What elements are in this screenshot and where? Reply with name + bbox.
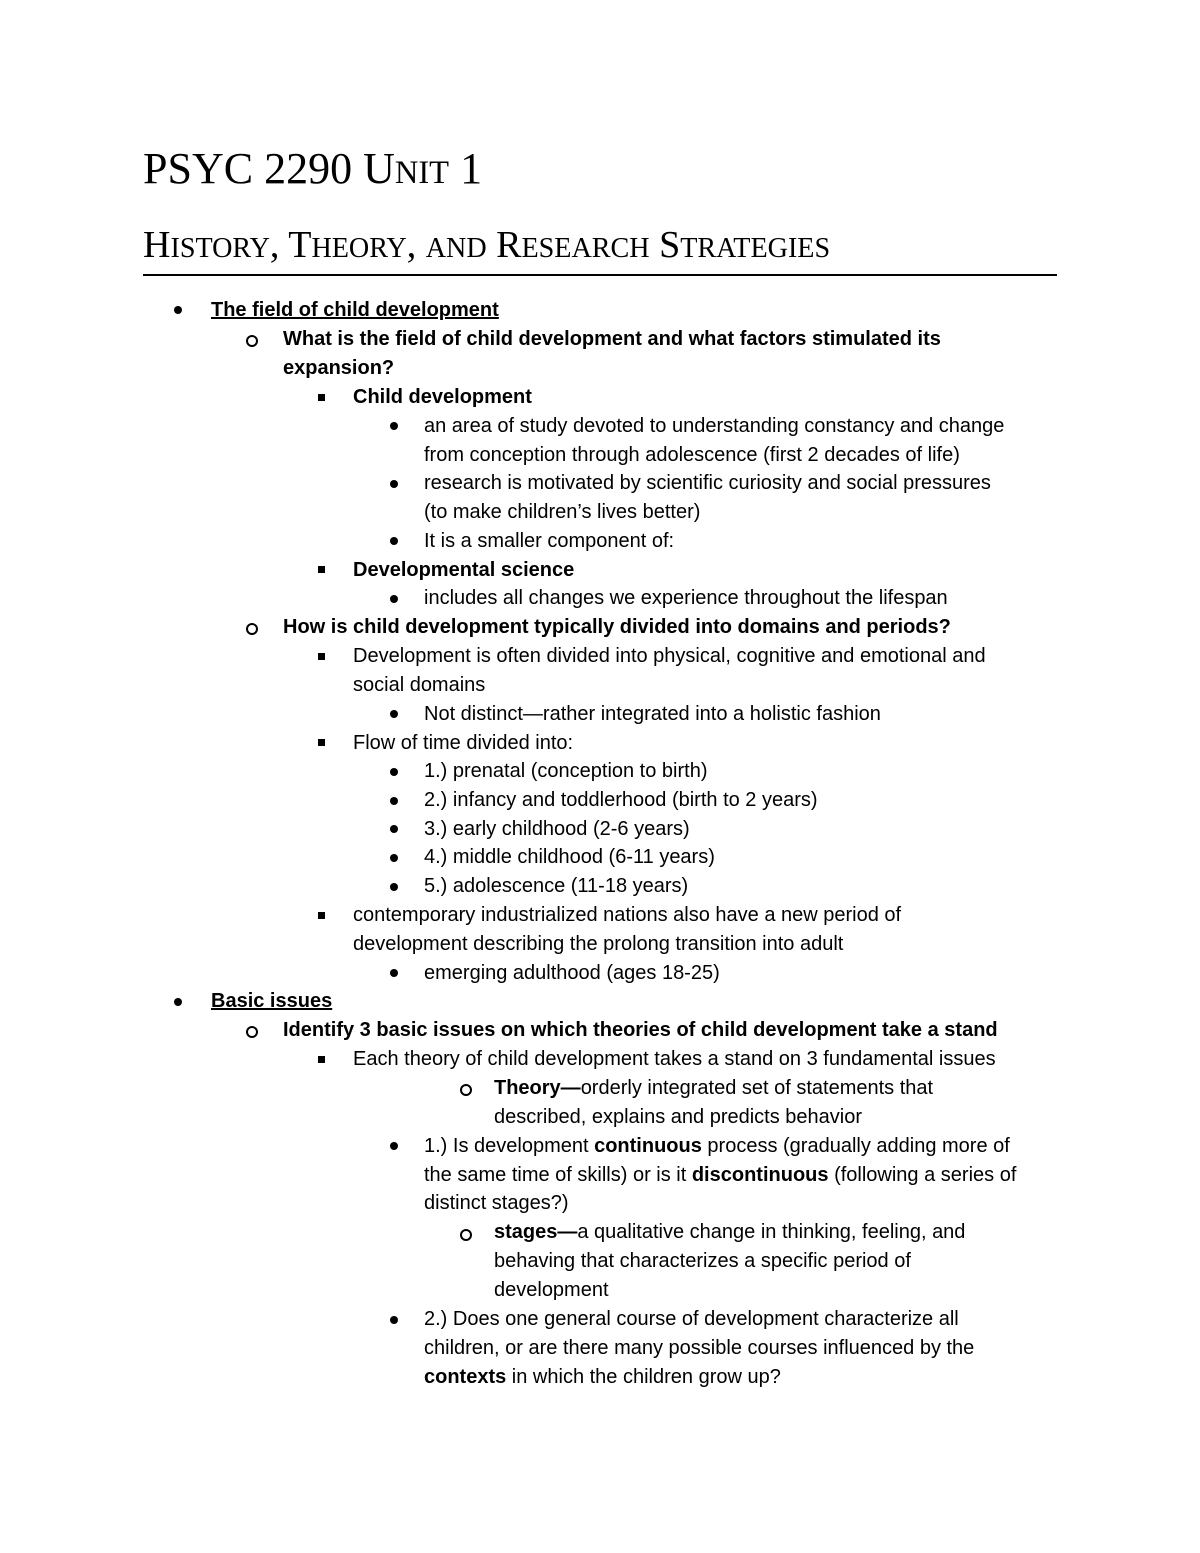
question-2: How is child development typically divided into domains and periods?	[283, 616, 951, 638]
open-circle-bullet-icon	[460, 1229, 472, 1241]
list-item-cont: social domains	[353, 674, 486, 696]
list-item: Development is often divided into physical, cognitive and emotional and	[353, 645, 986, 667]
list-item: Each theory of child development takes a stand on 3 fundamental issues	[353, 1048, 996, 1070]
bullet-icon	[390, 537, 398, 545]
square-bullet-icon	[318, 1056, 325, 1063]
section-heading-field: The field of child development	[211, 299, 499, 321]
list-item: an area of study devoted to understanding constancy and change	[424, 415, 1005, 437]
bullet-icon	[174, 998, 182, 1006]
square-bullet-icon	[318, 912, 325, 919]
bullet-icon	[390, 595, 398, 603]
bullet-icon	[390, 1142, 398, 1150]
term-child-development: Child development	[353, 386, 532, 408]
bullet-icon	[390, 883, 398, 891]
bullet-icon	[390, 969, 398, 977]
issue-2-cont: contexts in which the children grow up?	[424, 1366, 781, 1388]
definition-theory-cont: described, explains and predicts behavior	[494, 1106, 862, 1128]
term-developmental-science: Developmental science	[353, 559, 575, 581]
list-item-cont: (to make children’s lives better)	[424, 501, 701, 523]
question-1: What is the field of child development and what factors stimulated its	[283, 328, 941, 350]
square-bullet-icon	[318, 739, 325, 746]
issue-2-cont: children, or are there many possible courses influenced by the	[424, 1337, 975, 1359]
page-title: PSYC 2290 UNIT 1	[143, 144, 483, 193]
square-bullet-icon	[318, 566, 325, 573]
bullet-icon	[174, 306, 182, 314]
list-item-cont: from conception through adolescence (first 2 decades of life)	[424, 444, 960, 466]
definition-theory: Theory—orderly integrated set of statements that	[494, 1077, 934, 1099]
square-bullet-icon	[318, 653, 325, 660]
issue-1-cont: distinct stages?)	[424, 1192, 569, 1214]
list-item: It is a smaller component of:	[424, 530, 675, 552]
list-item: Not distinct—rather integrated into a holistic fashion	[424, 703, 881, 725]
bullet-icon	[390, 768, 398, 776]
list-item: 3.) early childhood (2-6 years)	[424, 818, 690, 840]
list-item: contemporary industrialized nations also have a new period of	[353, 904, 902, 926]
list-item: emerging adulthood (ages 18-25)	[424, 962, 720, 984]
open-circle-bullet-icon	[246, 623, 258, 635]
definition-stages: stages—a qualitative change in thinking, feeling, and	[494, 1221, 966, 1243]
list-item: research is motivated by scientific curiosity and social pressures	[424, 472, 991, 494]
bullet-icon	[390, 480, 398, 488]
list-item-cont: development describing the prolong transition into adult	[353, 933, 844, 955]
issue-1-cont: the same time of skills) or is it discontinuous (following a series of	[424, 1164, 1017, 1186]
list-item: 5.) adolescence (11-18 years)	[424, 875, 689, 897]
bullet-icon	[390, 797, 398, 805]
bullet-icon	[390, 825, 398, 833]
page-subtitle: HISTORY, THEORY, AND RESEARCH STRATEGIES	[143, 222, 1057, 276]
question-1-cont: expansion?	[283, 357, 395, 379]
question-3: Identify 3 basic issues on which theories of child development take a stand	[283, 1019, 998, 1041]
definition-stages-cont: development	[494, 1279, 609, 1301]
open-circle-bullet-icon	[246, 1026, 258, 1038]
list-item: 2.) infancy and toddlerhood (birth to 2 years)	[424, 789, 818, 811]
bullet-icon	[390, 1316, 398, 1324]
bullet-icon	[390, 854, 398, 862]
square-bullet-icon	[318, 394, 325, 401]
open-circle-bullet-icon	[460, 1084, 472, 1096]
list-item: Flow of time divided into:	[353, 732, 574, 754]
bullet-icon	[390, 710, 398, 718]
open-circle-bullet-icon	[246, 335, 258, 347]
issue-2: 2.) Does one general course of development characterize all	[424, 1308, 959, 1330]
list-item: 4.) middle childhood (6-11 years)	[424, 846, 715, 868]
section-heading-basic-issues: Basic issues	[211, 990, 333, 1012]
definition-stages-cont: behaving that characterizes a specific period of	[494, 1250, 911, 1272]
list-item: 1.) prenatal (conception to birth)	[424, 760, 708, 782]
list-item: includes all changes we experience throughout the lifespan	[424, 587, 948, 609]
bullet-icon	[390, 422, 398, 430]
issue-1: 1.) Is development continuous process (gradually adding more of	[424, 1135, 1010, 1157]
